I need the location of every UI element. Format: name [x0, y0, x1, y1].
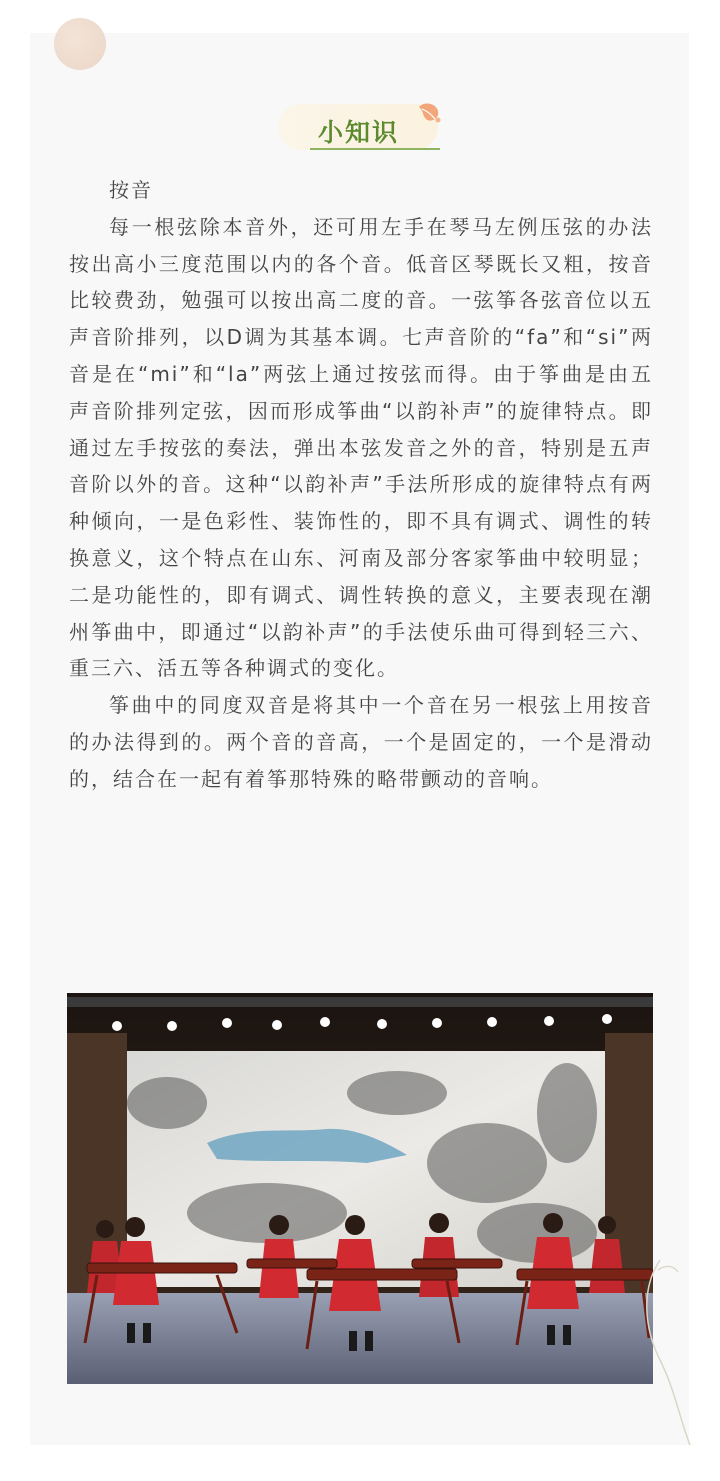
section-heading: 按音	[109, 178, 153, 202]
decorative-vine	[600, 1250, 700, 1450]
decorative-circle	[54, 18, 106, 70]
article-body	[69, 172, 653, 798]
badge-title: 小知识	[318, 118, 400, 147]
paragraph: 筝曲中的同度双音是将其中一个音在另一根弦上用按音的办法得到的。两个音的音高，一个是固定的，一个是滑动的，结合在一起有着筝那特殊的略带颤动的音响。	[69, 693, 653, 791]
section-badge	[278, 101, 442, 153]
badge-underline	[310, 148, 440, 150]
leaf-icon	[416, 101, 442, 125]
paragraph: 每一根弦除本音外，还可用左手在琴马左例压弦的办法按出高小三度范围以内的各个音。低音区琴既长又粗，按音比较费劲，勉强可以按出高二度的音。一弦筝各弦音位以五声音阶排列，以D调为其基本调。七声音阶的“fa”和“si”两音是在“mi”和“la”两弦上通过按弦而得。由于筝曲是由五声音阶排列定弦，因而形成筝曲“以韵补声”的旋律特点。即通过左手按弦的奏法，弹出本弦发音之外的音，特别是五声音阶以外的音。这种“以韵补声”手法所形成的旋律特点有两种倾向，一是色彩性、装饰性的，即不具有调式、调性的转换意义，这个特点在山东、河南及部分客家筝曲中较明显；二是功能性的，即有调式、调性转换的意义，主要表现在潮州筝曲中，即通过“以韵补声”的手法使乐曲可得到轻三六、重三六、活五等各种调式的变化。	[69, 214, 653, 681]
performance-illustration	[67, 993, 653, 1384]
guzheng-performance-photo	[67, 993, 653, 1384]
